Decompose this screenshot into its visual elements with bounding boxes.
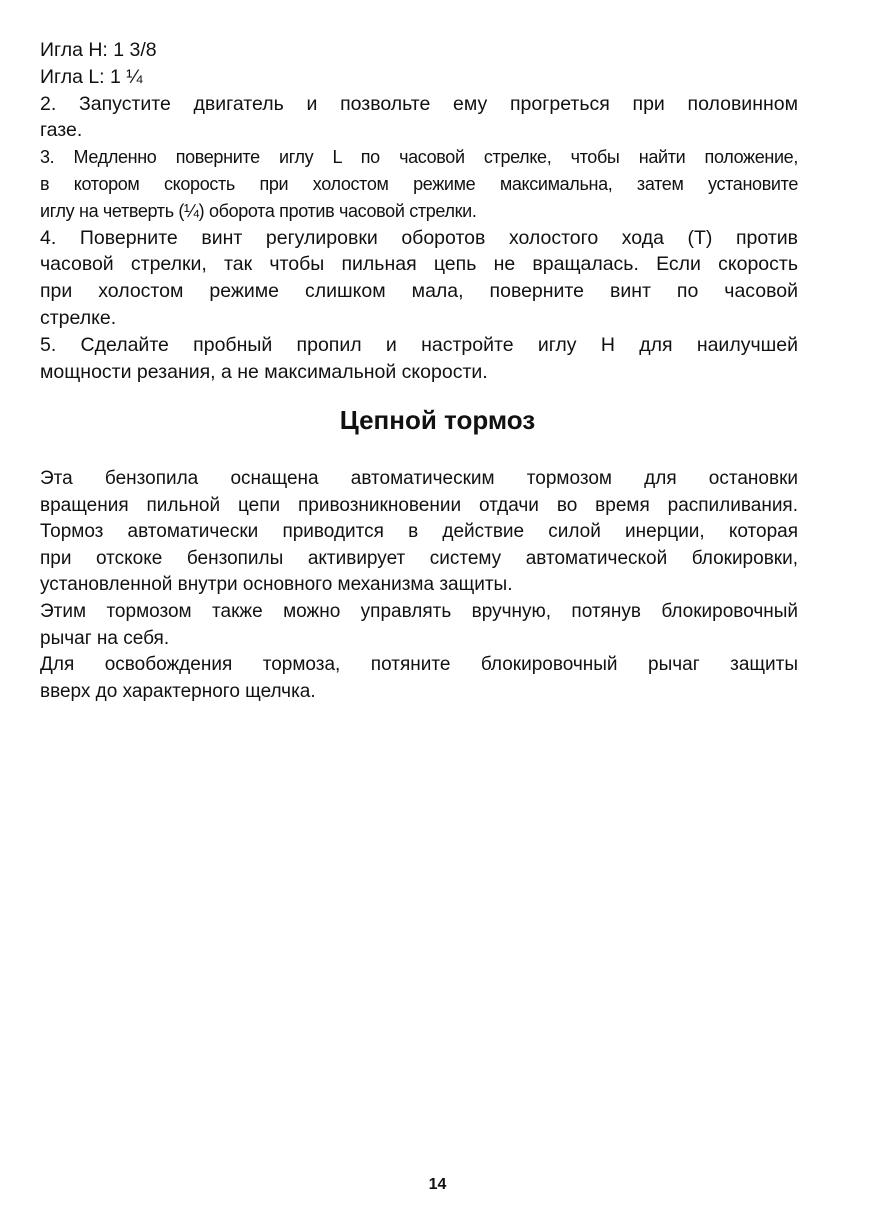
paragraph-line: при отскоке бензопилы активирует систему автоматической блокировки, [40, 547, 798, 569]
paragraph-line: вращения пильной цепи привозникновении отдачи во время распиливания. [40, 494, 798, 516]
paragraph-line: Этим тормозом также можно управлять вручную, потянув блокировочный [40, 600, 798, 622]
paragraph-line: Эта бензопила оснащена автоматическим тормозом для остановки [40, 468, 798, 489]
needle-h-setting: Игла H: 1 3/8 [40, 39, 157, 61]
step-5-line: 5. Сделайте пробный пропил и настройте иглу H для наилучшей [40, 333, 798, 356]
paragraph-line: вверх до характерного щелчка. [40, 680, 316, 702]
step-2-line: газе. [40, 119, 83, 142]
paragraph-line: установленной внутри основного механизма защиты. [40, 574, 513, 596]
paragraph-line: рычаг на себя. [40, 627, 170, 649]
page-number: 14 [428, 1176, 447, 1193]
step-5-line: мощности резания, а не максимальной скорости. [40, 360, 488, 383]
step-4-line: при холостом режиме слишком мала, поверните винт по часовой [40, 280, 798, 303]
step-2-line: 2. Запустите двигатель и позвольте ему прогреться при половинном [40, 92, 798, 115]
paragraph-line: Тормоз автоматически приводится в действие силой инерции, которая [40, 521, 798, 543]
step-3-line: 3. Медленно поверните иглу L по часовой стрелке, чтобы найти положение, [40, 147, 798, 168]
carburetor-instructions [40, 37, 798, 385]
chain-brake-section [40, 466, 798, 705]
paragraph-line: Для освобождения тормоза, потяните блокировочный рычаг защиты [40, 654, 798, 676]
step-4-line: 4. Поверните винт регулировки оборотов холостого хода (T) против [40, 226, 798, 249]
section-heading: Цепной тормоз [339, 405, 536, 435]
needle-l-setting: Игла L: 1 ¼ [40, 65, 143, 88]
step-3-line: иглу на четверть (¼) оборота против часовой стрелки. [40, 200, 477, 221]
step-3-line: в котором скорость при холостом режиме максимальна, затем установите [40, 173, 798, 194]
step-4-line: стрелке. [40, 306, 117, 329]
step-4-line: часовой стрелки, так чтобы пильная цепь не вращалась. Если скорость [40, 253, 798, 276]
